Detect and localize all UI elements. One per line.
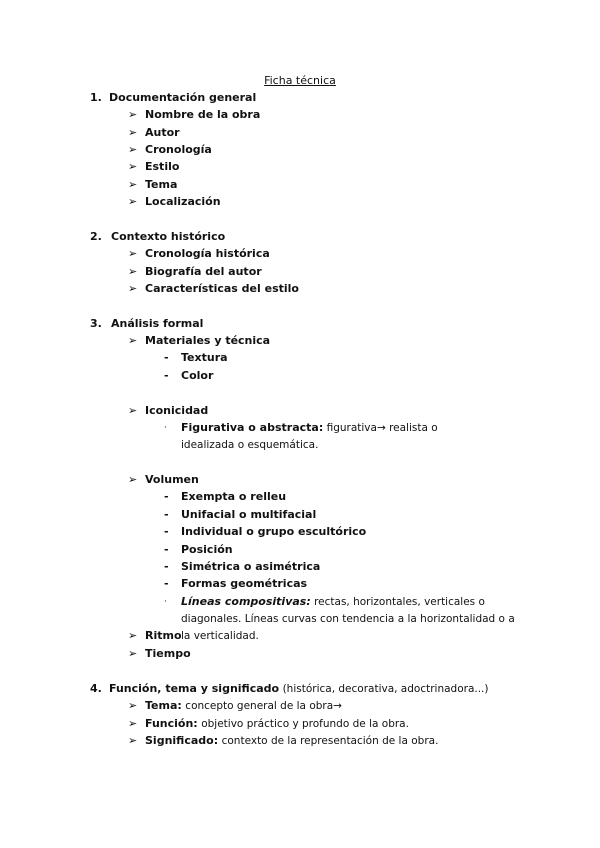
list-item: Biografía del autor [145, 265, 262, 278]
arrow-bullet-icon: ➢ [128, 734, 138, 747]
arrow-bullet-icon: ➢ [128, 404, 138, 417]
sub-item: Posición [181, 543, 233, 556]
iconicidad-detail [181, 419, 481, 454]
list-item: Nombre de la obra [145, 108, 261, 121]
section-2-heading: Contexto histórico [111, 230, 226, 243]
arrow-bullet-icon: ➢ [128, 629, 138, 642]
sub-item: Formas geométricas [181, 577, 308, 590]
list-item: Localización [145, 195, 221, 208]
list-item-iconicidad: Iconicidad [145, 404, 209, 417]
dot-bullet-icon: · [164, 423, 167, 433]
section-4-heading: Función, tema y significado [109, 682, 280, 695]
iconicidad-detail-label: Figurativa o abstracta: [181, 421, 324, 434]
list-item: Estilo [145, 160, 180, 173]
sub-item: Textura [181, 351, 228, 364]
lineas-detail-text: rectas, horizontales, verticales o diagonales. Líneas curvas con tendencia a la horizontalidad o a la verticalidad. [181, 596, 515, 642]
arrow-bullet-icon: ➢ [128, 108, 138, 121]
dash-bullet-icon: - [164, 525, 169, 538]
dash-bullet-icon: - [164, 369, 169, 382]
dash-bullet-icon: - [164, 543, 169, 556]
sub-item: Color [181, 369, 214, 382]
list-item: Cronología histórica [145, 247, 270, 260]
item-label: Tema: [145, 699, 182, 712]
lineas-detail-label: Líneas compositivas: [181, 595, 311, 608]
arrow-bullet-icon: ➢ [128, 473, 138, 486]
arrow-bullet-icon: ➢ [128, 247, 138, 260]
lineas-detail [181, 593, 521, 645]
page-title: Ficha técnica [264, 74, 336, 87]
dash-bullet-icon: - [164, 560, 169, 573]
sub-item: Simétrica o asimétrica [181, 560, 321, 573]
list-item: Características del estilo [145, 282, 299, 295]
list-item: Autor [145, 126, 180, 139]
section-2-number: 2. [90, 230, 102, 243]
list-item [145, 734, 438, 748]
section-4-number: 4. [90, 682, 102, 695]
sub-item: Exempta o relleu [181, 490, 287, 503]
dash-bullet-icon: - [164, 490, 169, 503]
list-item: Cronología [145, 143, 212, 156]
section-1-number: 1. [90, 91, 102, 104]
arrow-bullet-icon: ➢ [128, 717, 138, 730]
list-item-materiales: Materiales y técnica [145, 334, 271, 347]
dot-bullet-icon: · [164, 597, 167, 607]
arrow-bullet-icon: ➢ [128, 282, 138, 295]
list-item [145, 717, 409, 731]
arrow-bullet-icon: ➢ [128, 178, 138, 191]
list-item: Tema [145, 178, 178, 191]
list-item: Ritmo [145, 629, 182, 642]
dash-bullet-icon: - [164, 577, 169, 590]
dash-bullet-icon: - [164, 508, 169, 521]
list-item-volumen: Volumen [145, 473, 199, 486]
arrow-bullet-icon: ➢ [128, 699, 138, 712]
list-item: Tiempo [145, 647, 191, 660]
section-3-heading: Análisis formal [111, 317, 204, 330]
section-4-heading-line [109, 682, 489, 696]
sub-item: Individual o grupo escultórico [181, 525, 367, 538]
arrow-bullet-icon: ➢ [128, 160, 138, 173]
item-text: contexto de la representación de la obra. [221, 735, 439, 747]
list-item [145, 699, 342, 713]
item-label: Función: [145, 717, 198, 730]
iconicidad-detail-text: figurativa→ realista o idealizada o esquemática. [181, 422, 438, 451]
item-text: objetivo práctico y profundo de la obra. [201, 718, 409, 730]
arrow-bullet-icon: ➢ [128, 265, 138, 278]
section-3-number: 3. [90, 317, 102, 330]
arrow-bullet-icon: ➢ [128, 334, 138, 347]
dash-bullet-icon: - [164, 351, 169, 364]
item-label: Significado: [145, 734, 219, 747]
item-text: concepto general de la obra→ [185, 700, 342, 712]
section-4-heading-note: (histórica, decorativa, adoctrinadora...) [282, 683, 489, 695]
section-1-heading: Documentación general [109, 91, 257, 104]
arrow-bullet-icon: ➢ [128, 647, 138, 660]
arrow-bullet-icon: ➢ [128, 126, 138, 139]
arrow-bullet-icon: ➢ [128, 143, 138, 156]
sub-item: Unifacial o multifacial [181, 508, 317, 521]
arrow-bullet-icon: ➢ [128, 195, 138, 208]
